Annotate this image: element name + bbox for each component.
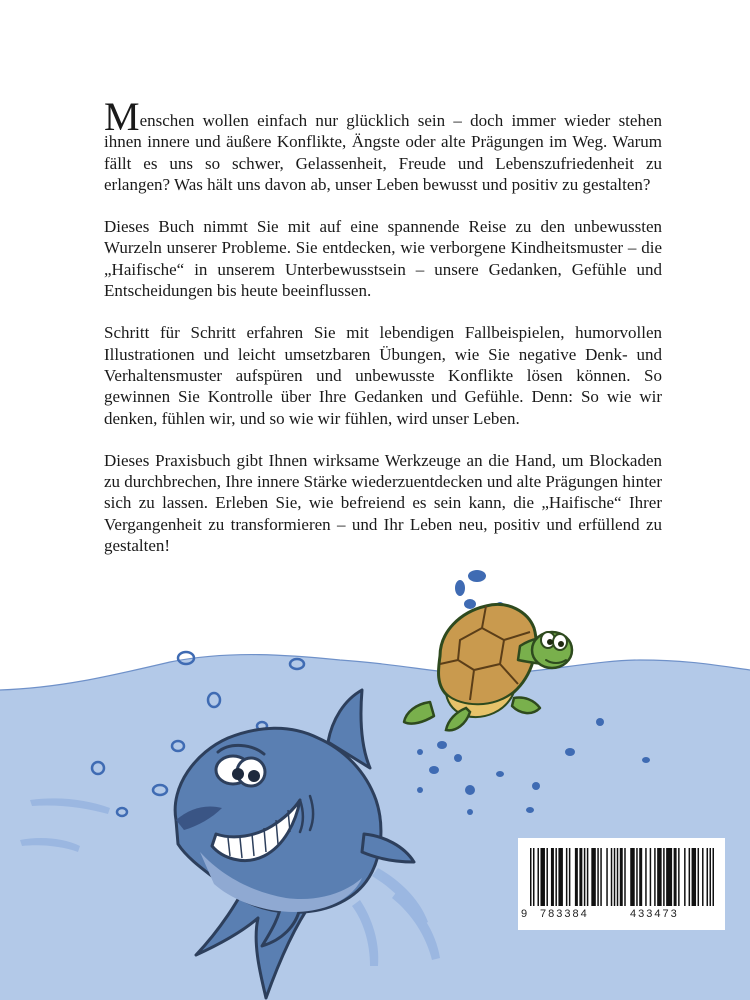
barcode-bar xyxy=(620,848,623,906)
barcode-bar xyxy=(710,848,712,906)
barcode-bar xyxy=(657,848,661,906)
barcode xyxy=(518,838,725,930)
barcode-bar xyxy=(546,848,548,906)
barcode-bar xyxy=(584,848,586,906)
barcode-bar xyxy=(606,848,608,906)
barcode-bar xyxy=(600,848,602,906)
barcode-bar xyxy=(551,848,554,906)
barcode-bar xyxy=(611,848,613,906)
barcode-digit-group-2: 433473 xyxy=(630,908,679,920)
barcode-bar xyxy=(591,848,595,906)
barcode-bar xyxy=(698,848,700,906)
barcode-bar xyxy=(530,848,532,906)
barcode-bar xyxy=(689,848,691,906)
barcode-bar xyxy=(702,848,704,906)
barcode-bar xyxy=(692,848,696,906)
barcode-bar xyxy=(636,848,638,906)
shark-right-pupil xyxy=(248,770,260,782)
barcode-bar xyxy=(533,848,535,906)
barcode-bars xyxy=(530,848,714,906)
barcode-bar xyxy=(678,848,680,906)
barcode-bar xyxy=(555,848,557,906)
shark-left-pupil xyxy=(232,768,244,780)
drop-cap: M xyxy=(104,94,140,139)
barcode-bar xyxy=(663,848,665,906)
barcode-bar xyxy=(575,848,578,906)
barcode-bar xyxy=(537,848,539,906)
blurb-paragraph-1 xyxy=(104,94,662,195)
blurb-text xyxy=(104,94,662,577)
blurb-paragraph-2: Dieses Buch nimmt Sie mit auf eine spannende Reise zu den unbewussten Wurzeln unserer Probleme. Sie entdecken, wie verborgene Kindheitsmuster – die „Haifische“ in unserem Unterbewusstsein – unsere Gedanken, Gefühle und Entscheidungen bis heute beeinflussen. xyxy=(104,217,662,301)
barcode-bar xyxy=(569,848,571,906)
barcode-bar xyxy=(707,848,709,906)
turtle-right-pupil xyxy=(558,641,564,647)
barcode-bar xyxy=(566,848,568,906)
barcode-bar xyxy=(558,848,562,906)
barcode-digit-group-1: 783384 xyxy=(540,908,589,920)
barcode-bar xyxy=(645,848,647,906)
barcode-bar xyxy=(587,848,589,906)
barcode-bar xyxy=(540,848,544,906)
barcode-bar xyxy=(684,848,686,906)
barcode-bar xyxy=(579,848,582,906)
barcode-bar xyxy=(614,848,616,906)
barcode-bar xyxy=(630,848,634,906)
barcode-bar xyxy=(624,848,626,906)
blurb-paragraph-1-text: enschen wollen einfach nur glücklich sein – doch immer wieder stehen ihnen innere und äußere Konflikte, Ängste oder alte Prägungen im Weg. Warum fällt es uns so schwer, Gelassenheit, Freude und Lebenszufriedenheit zu erlangen? Was hält uns davon ab, unser Leben bewusst und positiv zu gestalten? xyxy=(104,111,662,194)
barcode-bar xyxy=(617,848,619,906)
turtle-left-pupil xyxy=(547,639,553,645)
barcode-bar xyxy=(639,848,642,906)
barcode-bar xyxy=(650,848,652,906)
barcode-bar xyxy=(654,848,656,906)
barcode-bar xyxy=(666,848,672,906)
blurb-paragraph-3: Schritt für Schritt erfahren Sie mit lebendigen Fallbeispielen, humorvollen Illustrationen und leicht umsetzbaren Übungen, wie Sie negative Denk- und Verhaltensmuster aufspüren und unbewusste Konflikte lösen können. So gewinnen Sie Kontrolle über Ihre Gedanken und Gefühle. Denn: So wie wir denken, fühlen wir, und so wie wir fühlen, wird unser Leben. xyxy=(104,323,662,428)
blurb-paragraph-4: Dieses Praxisbuch gibt Ihnen wirksame Werkzeuge an die Hand, um Blockaden zu durchbrechen, Ihre innere Stärke wiederzuentdecken und alte Prägungen hinter sich zu lassen. Erleben Sie, wie befreiend es sein kann, die „Haifische“ Ihrer Vergangenheit zu transformieren – und Ihr Leben neu, positiv und erfüllend zu gestalten! xyxy=(104,450,662,556)
barcode-bar xyxy=(674,848,677,906)
barcode-bar xyxy=(713,848,715,906)
barcode-digit-lead: 9 xyxy=(521,908,528,920)
barcode-bar xyxy=(597,848,599,906)
